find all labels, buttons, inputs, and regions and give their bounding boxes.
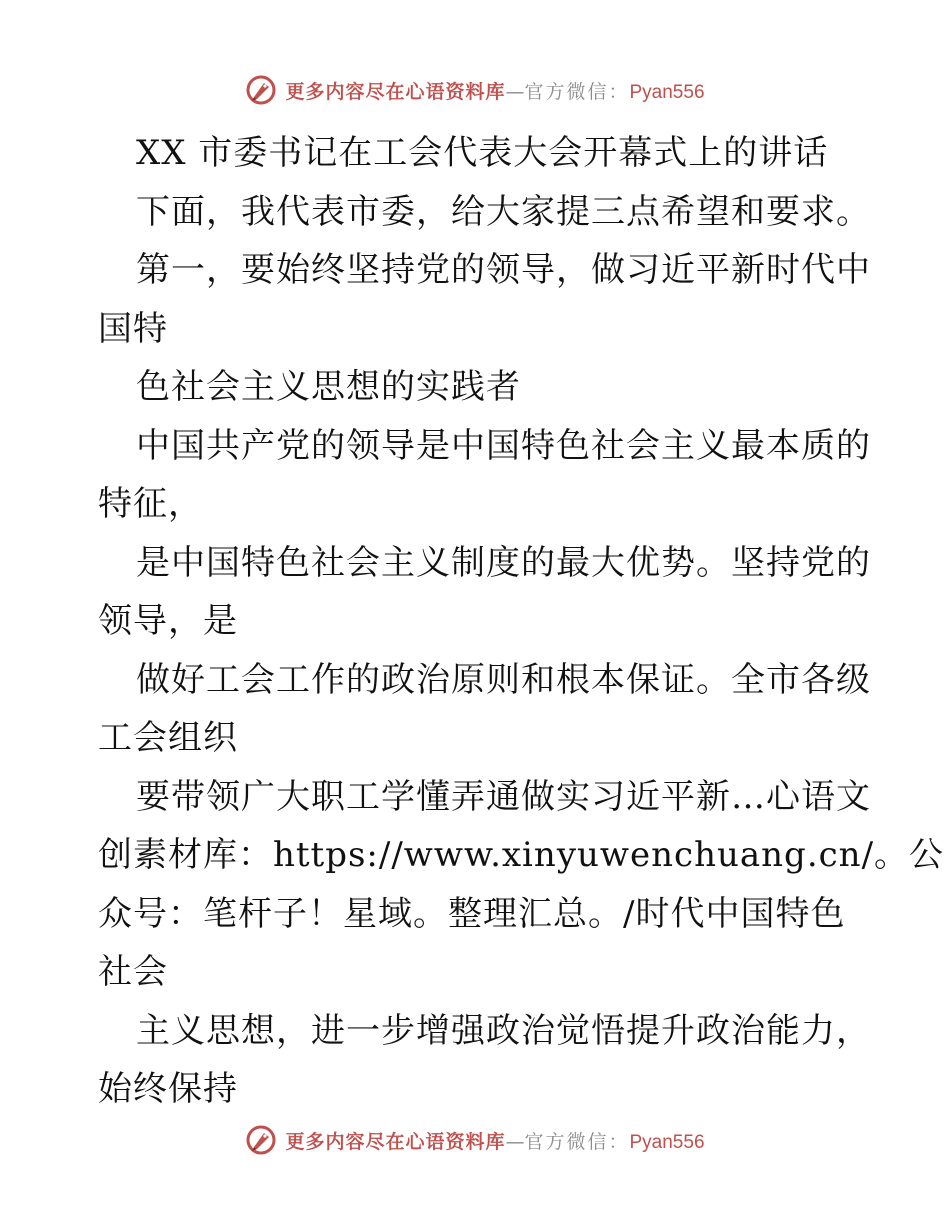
paragraph-line: 中国共产党的领导是中国特色社会主义最本质的: [136, 425, 871, 466]
paragraph-line-with-link: 创素材库：https://www.xinyuwenchuang.cn/。公: [98, 835, 945, 875]
banner-dash: —: [505, 1130, 525, 1153]
paragraph-line: 主义思想，进一步增强政治觉悟提升政治能力，: [136, 1010, 871, 1051]
paragraph-line: 工会组织: [98, 718, 238, 758]
paragraph-line: 国特: [98, 308, 168, 349]
paragraph-line: 下面，我代表市委，给大家提三点希望和要求。: [136, 191, 871, 232]
banner-text: [285, 77, 704, 104]
paragraph-line: 始终保持: [98, 1069, 238, 1109]
banner-main-text: 更多内容尽在心语资料库: [285, 1130, 506, 1153]
banner-wechat-label: 官方微信：: [524, 80, 630, 103]
paragraph-line: 第一，要始终坚持党的领导，做习近平新时代中: [136, 250, 871, 290]
paragraph-line: 特征，: [98, 484, 203, 524]
header-banner: [0, 70, 950, 110]
paragraph-line: 领导，是: [98, 601, 238, 641]
paragraph-line: 社会: [98, 952, 168, 992]
banner-wechat-label: 官方微信：: [524, 1130, 630, 1153]
paragraph-line: 要带领广大职工学懂弄通做实习近平新…心语文: [136, 776, 871, 817]
banner-wechat-id: Pyan556: [629, 81, 705, 103]
paragraph-line: 做好工会工作的政治原则和根本保证。全市各级: [136, 659, 871, 700]
paragraph-line: 众号：笔杆子！星域。整理汇总。/时代中国特色: [98, 893, 846, 934]
pen-nib-logo-icon: [245, 74, 277, 106]
banner-wechat-id: Pyan556: [629, 1131, 705, 1153]
banner-dash: —: [505, 80, 525, 103]
pen-nib-logo-icon: [245, 1124, 277, 1156]
banner-main-text: 更多内容尽在心语资料库: [285, 80, 506, 103]
document-title: XX 市委书记在工会代表大会开幕式上的讲话: [136, 133, 829, 173]
paragraph-line: 是中国特色社会主义制度的最大优势。坚持党的: [136, 542, 871, 583]
paragraph-line: 色社会主义思想的实践者: [136, 367, 521, 407]
document-body: [98, 124, 945, 1119]
footer-banner: [0, 1120, 950, 1160]
banner-text: [285, 1127, 704, 1154]
